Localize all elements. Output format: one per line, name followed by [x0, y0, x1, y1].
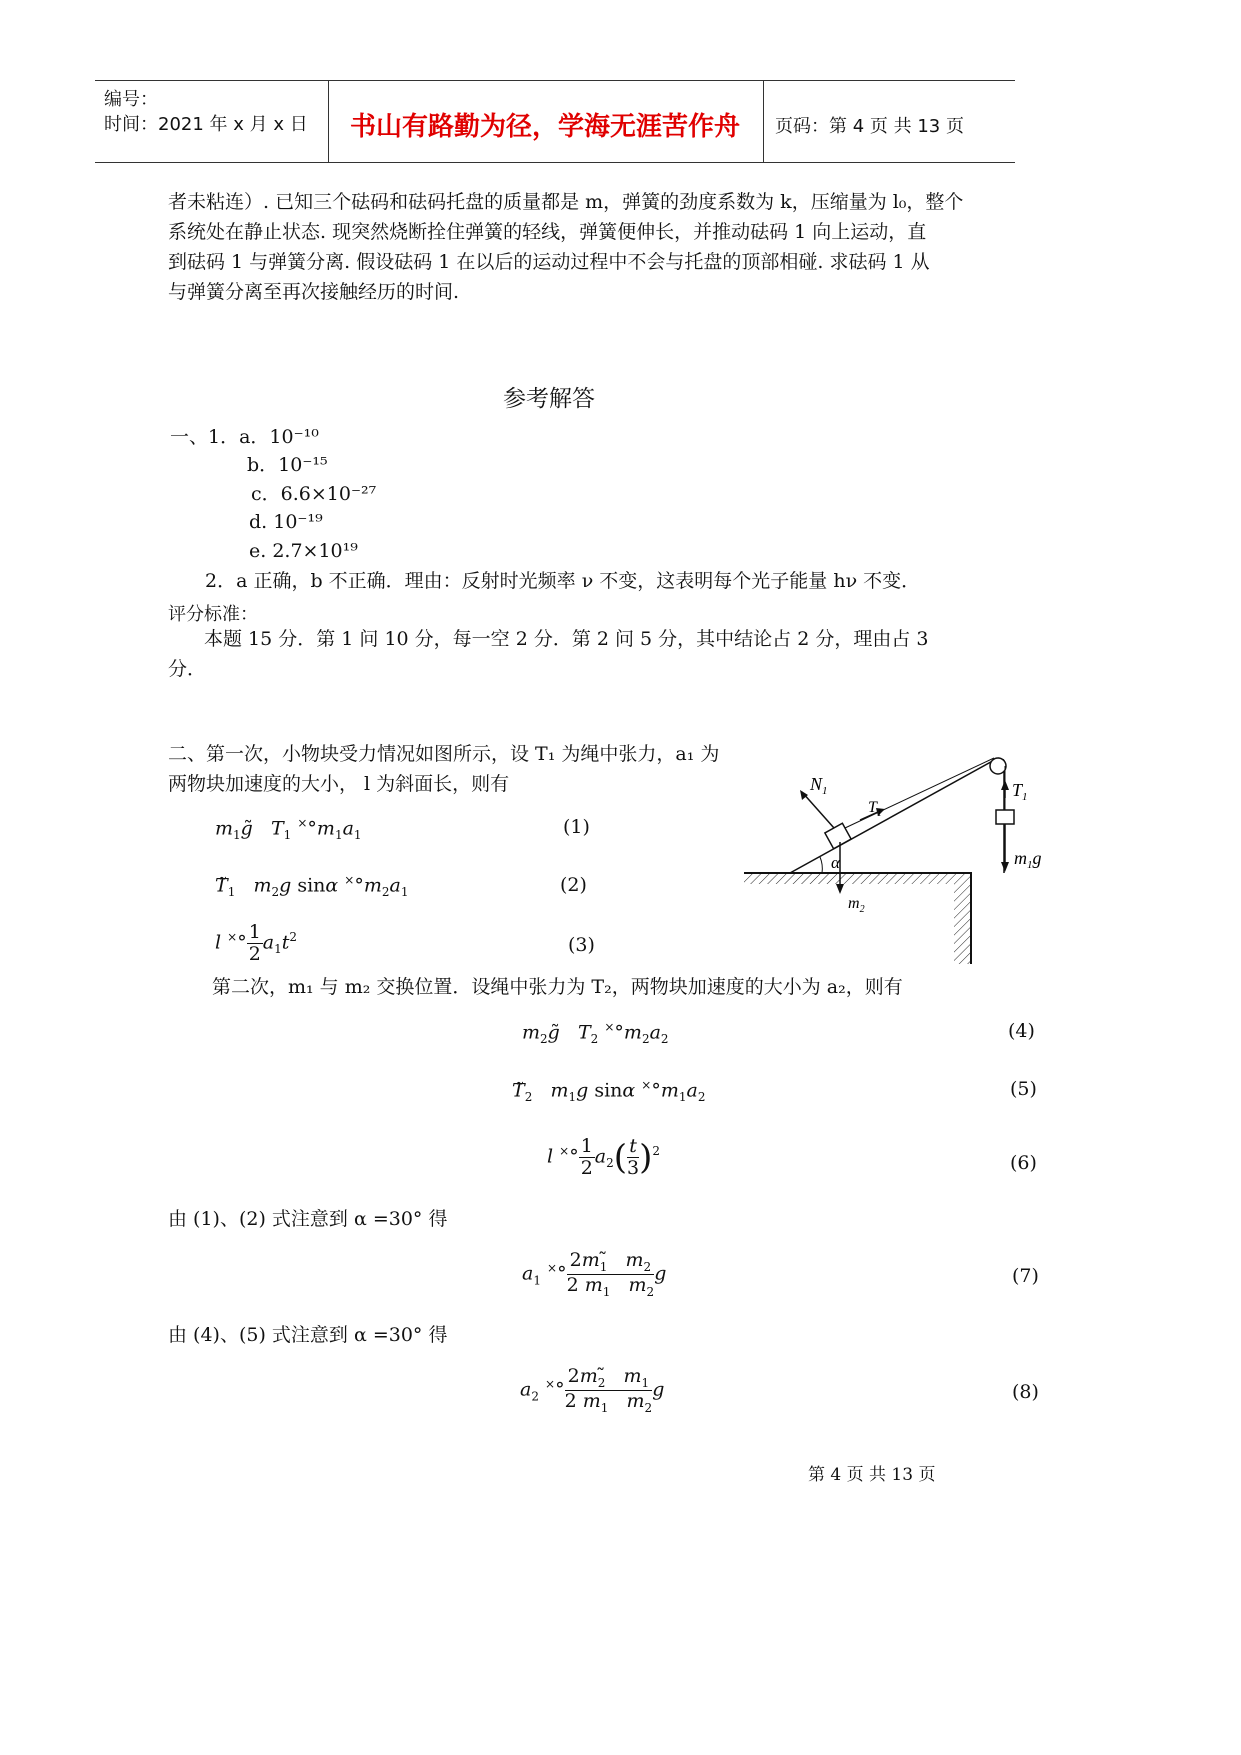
answer-1d: d. 10⁻¹⁹	[249, 511, 323, 533]
label-alpha: α	[831, 853, 840, 872]
header-divider-right	[763, 80, 764, 163]
incline-diagram	[740, 750, 1040, 970]
grading-line-2: 分．	[168, 658, 207, 680]
equation-6: l ×° $\frac{1}{2}$ $a_2$( $\frac{t}{3}$ )$^2$	[547, 1135, 661, 1179]
equation-8: $a_2$ ×° $\frac{2m_2̃ m_1}{2 m_1 m_2}$ g	[520, 1365, 665, 1415]
equation-5: $T_2$ $m_1g$ sinα $^\times^\circ m_1a_2$	[512, 1078, 706, 1105]
intro-line-4: 与弹簧分离至再次接触经历的时间.	[168, 281, 460, 303]
header-bottom-rule	[95, 162, 1015, 163]
label-t1-rope: $T_1$	[868, 799, 882, 819]
answer-2: 2．a 正确，b 不正确．理由：反射时光频率 ν 不变，这表明每个光子能量 hν 不变．	[205, 570, 921, 592]
header-top-rule	[95, 80, 1015, 81]
header-id: 编号：	[104, 89, 158, 110]
arrow-t1-up	[1001, 780, 1009, 790]
equation-4: $m_2g̃$ $T_2$ $^\times^\circ m_2a_2$	[522, 1020, 669, 1047]
intro-line-3: 到砝码 1 与弹簧分离. 假设砝码 1 在以后的运动过程中不会与托盘的顶部相碰. 求砝码 1 从	[168, 251, 930, 273]
note-2: 由 (4)、(5) 式注意到 α =30° 得	[168, 1324, 448, 1346]
part2-line-1: 二、第一次，小物块受力情况如图所示，设 T₁ 为绳中张力，a₁ 为	[168, 743, 720, 765]
answers-title: 参考解答	[503, 386, 595, 412]
intro-line-2: 系统处在静止状态. 现突然烧断拴住弹簧的轻线，弹簧便伸长，并推动砝码 1 向上运动，直	[168, 221, 927, 243]
equation-1: $m_1g̃$ $T_1$ $^\times^\circ m_1a_1$	[215, 816, 362, 843]
equation-number-7: (7)	[1012, 1265, 1039, 1287]
arrow-m2g	[836, 884, 844, 894]
label-n1: $N_1$	[810, 774, 828, 797]
equation-number-2: (2)	[560, 874, 587, 896]
answer-1c: c．6.6×10⁻²⁷	[251, 483, 377, 505]
equation-3: l ×° $\frac{1}{2}$ $a_1t^2$	[215, 921, 298, 965]
block-m1	[996, 810, 1014, 824]
equation-7: $a_1$ ×° $\frac{2m_1̃ m_2}{2 m_1 m_2}$ g	[522, 1249, 667, 1299]
equation-number-4: (4)	[1008, 1020, 1035, 1042]
label-t1-right: $T_1$	[1012, 780, 1028, 803]
equation-number-1: (1)	[563, 816, 590, 838]
grading-title: 评分标准：	[168, 604, 258, 625]
part2-line-2: 两物块加速度的大小， l 为斜面长，则有	[168, 773, 510, 795]
part2-second: 第二次，m₁ 与 m₂ 交换位置．设绳中张力为 T₂，两物块加速度的大小为 a₂，则有	[212, 976, 903, 998]
answer-1e: e. 2.7×10¹⁹	[249, 540, 358, 562]
label-m1g: $m_1g$	[1014, 848, 1042, 871]
arrow-m1g	[1001, 862, 1009, 872]
header-divider-left	[328, 80, 329, 163]
pulley	[990, 758, 1006, 774]
intro-line-1: 者未粘连）. 已知三个砝码和砝码托盘的质量都是 m，弹簧的劲度系数为 k，压缩量为 l₀，整个	[168, 191, 964, 213]
header-page: 页码：第 4 页 共 13 页	[775, 116, 964, 137]
equation-2: $T_1$ $m_2g$ sinα $^\times^\circ m_2a_1$	[215, 873, 409, 900]
answer-1b: b．10⁻¹⁵	[247, 454, 328, 476]
header-motto: 书山有路勤为径，学海无涯苦作舟	[350, 112, 741, 142]
ground-hatch	[744, 874, 954, 884]
grading-line-1: 本题 15 分．第 1 问 10 分，每一空 2 分．第 2 问 5 分，其中结论占 2 分，理由占 3	[204, 628, 929, 650]
header-time: 时间：2021 年 x 月 x 日	[104, 114, 308, 135]
note-1: 由 (1)、(2) 式注意到 α =30° 得	[168, 1208, 448, 1230]
answer-1a: 一、1．a．10⁻¹⁰	[170, 426, 319, 448]
equation-number-3: (3)	[568, 934, 595, 956]
equation-number-6: (6)	[1010, 1152, 1037, 1174]
equation-number-5: (5)	[1010, 1078, 1037, 1100]
wall-hatch	[954, 874, 970, 964]
label-m2: $m_2$	[848, 895, 865, 915]
page-footer: 第 4 页 共 13 页	[808, 1465, 936, 1485]
equation-number-8: (8)	[1012, 1381, 1039, 1403]
